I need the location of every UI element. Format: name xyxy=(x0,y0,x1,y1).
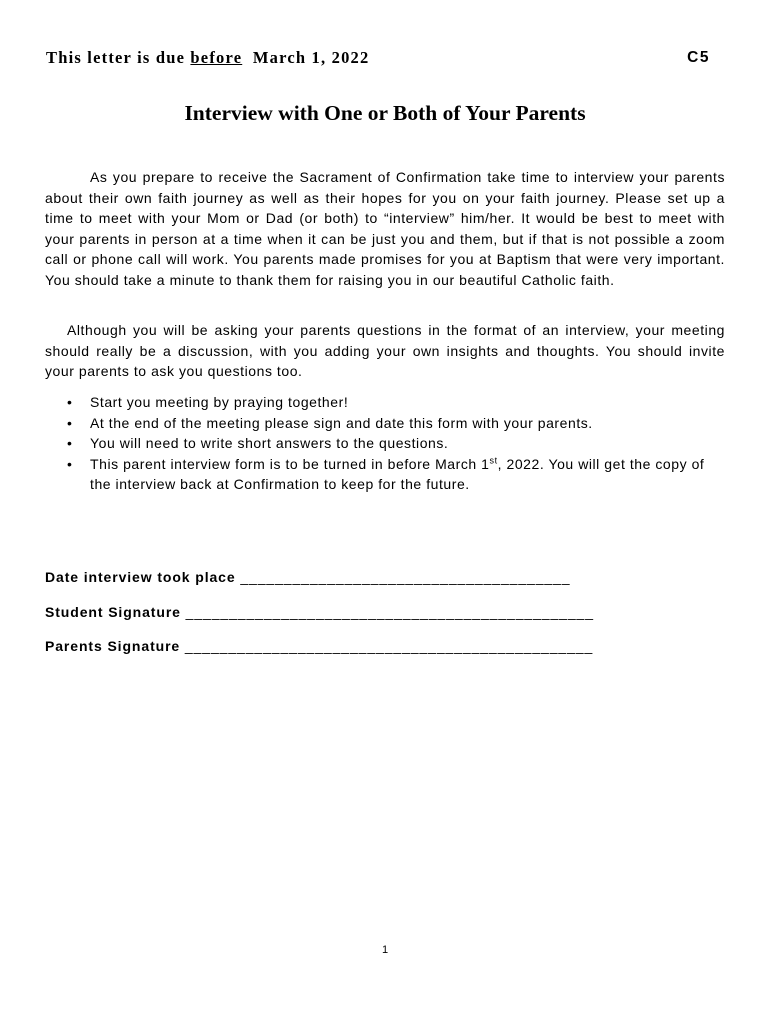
due-date: March 1, 2022 xyxy=(242,48,370,67)
due-prefix: This letter is due xyxy=(46,48,191,67)
list-item-text: Start you meeting by praying together! xyxy=(90,394,349,410)
instruction-list xyxy=(45,392,725,495)
date-interview-field[interactable] xyxy=(45,567,735,587)
student-signature-line[interactable]: _______________________________________________ xyxy=(185,604,594,620)
date-interview-line[interactable]: ______________________________________ xyxy=(240,569,571,585)
list-item-text-end: , 2022. You will get the copy of the interview back at Confirmation to keep for the future. xyxy=(90,455,705,493)
discussion-paragraph: Although you will be asking your parents questions in the format of an interview, your meeting should really be a discussion, with you adding your own insights and thoughts. You should invite your parents to ask you questions too. xyxy=(45,322,725,380)
page-number: 1 xyxy=(381,944,389,956)
parents-signature-field[interactable] xyxy=(45,636,735,656)
list-item-text-start: This parent interview form is to be turned in before March 1 xyxy=(90,455,490,472)
ordinal-suffix: st xyxy=(489,455,498,466)
intro-paragraph: As you prepare to receive the Sacrament of Confirmation take time to interview your parents about their own faith journey as well as their hopes for you on your faith journey. Please set up a time to meet with your Mom or Dad (or both) to “interview” him/her. It would be best to meet with your parents in person at a time when it can be just you and them, but if that is not possible a zoom call or phone call will work. You parents made promises for you at Baptism that were very important. You should take a minute to thank them for raising you in our beautiful Catholic faith. xyxy=(45,169,725,288)
student-signature-field[interactable] xyxy=(45,602,735,622)
parents-signature-label: Parents Signature xyxy=(45,638,181,654)
student-signature-label: Student Signature xyxy=(45,604,181,620)
bullet-icon: • xyxy=(67,414,73,431)
bullet-icon: • xyxy=(67,455,73,472)
list-item xyxy=(45,433,725,454)
list-item xyxy=(45,454,725,495)
list-item-text: You will need to write short answers to the questions. xyxy=(90,435,449,452)
list-item-text: At the end of the meeting please sign and date this form with your parents. xyxy=(90,414,593,431)
bullet-icon: • xyxy=(67,394,73,410)
due-date-line xyxy=(46,47,711,69)
form-code: C5 xyxy=(687,49,710,66)
date-interview-label: Date interview took place xyxy=(45,569,236,585)
list-item xyxy=(45,413,725,434)
parents-signature-line[interactable]: _______________________________________________ xyxy=(184,638,594,654)
bullet-icon: • xyxy=(67,435,73,452)
page-title: Interview with One or Both of Your Parents xyxy=(184,101,586,125)
list-item xyxy=(45,392,725,413)
due-underlined-word: before xyxy=(190,48,243,67)
